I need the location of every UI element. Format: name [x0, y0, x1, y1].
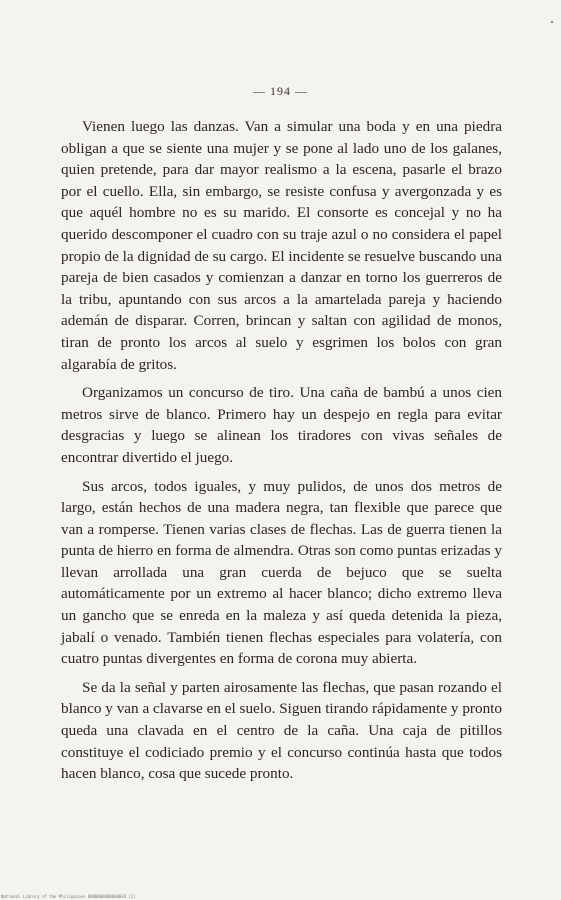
scan-footer-label: National Library of the Philippines 0000000000000034 (1)	[1, 894, 136, 899]
paragraph-bows-and-arrows: Sus arcos, todos iguales, y muy pulidos, de unos dos metros de largo, están hechos de una madera negra, tan flexible que parece que van a romperse. Tienen varias clases de flechas. Las de guerra tienen la punta de hierro en forma de almendra. Otras son como puntas erizadas y llevan arrollada una gran cuerda de bejuco que se suelta automáticamente por un extremo al hacer blanco; dicho extremo lleva un gancho que se enreda en la maleza y así queda detenida la pieza, jabalí o venado. También tienen flechas especiales para volatería, con cuatro puntas divergentes en forma de corona muy abierta.	[61, 477, 502, 668]
body-text	[61, 116, 502, 785]
paragraph-dances: Vienen luego las danzas. Van a simular una boda y en una piedra obligan a que se siente una mujer y se pone al lado uno de los galanes, quien pretende, para dar mayor realismo a la escena, pasarle el brazo por el cuello. Ella, sin embargo, se resiste confusa y avergonzada y es que aquél hombre no es su marido. El consorte es concejal y no ha querido descomponer el cuadro con su traje azul o no considera el papel propio de la dignidad de su cargo. El incidente se resuelve buscando una pareja de bien casados y comienzan a danzar en torno los guerreros de la tribu, apuntando con sus arcos a la amartelada pareja y haciendo ademán de disparar. Corren, brincan y saltan con agilidad de monos, tiran de pronto los arcos al suelo y esgrimen los bolos con gran algarabía de gritos.	[61, 118, 502, 373]
paragraph-signal: Se da la señal y parten airosamente las flechas, que pasan rozando el blanco y van a clavarse en el suelo. Siguen tirando rápidamente y pronto queda una clavada en el centro de la caña. Una caja de pitillos constituye el codiciado premio y el concurso continúa hasta que todos hacen blanco, cosa que sucede pronto.	[61, 678, 502, 783]
paragraph-shooting-contest: Organizamos un concurso de tiro. Una caña de bambú a unos cien metros sirve de blanco. Primero hay un despejo en regla para evitar desgracias y luego se alinean los tiradores con vivas señales de encontrar divertido el juego.	[61, 384, 502, 466]
page-number: — 194 —	[253, 84, 308, 98]
page-speck	[551, 21, 553, 23]
